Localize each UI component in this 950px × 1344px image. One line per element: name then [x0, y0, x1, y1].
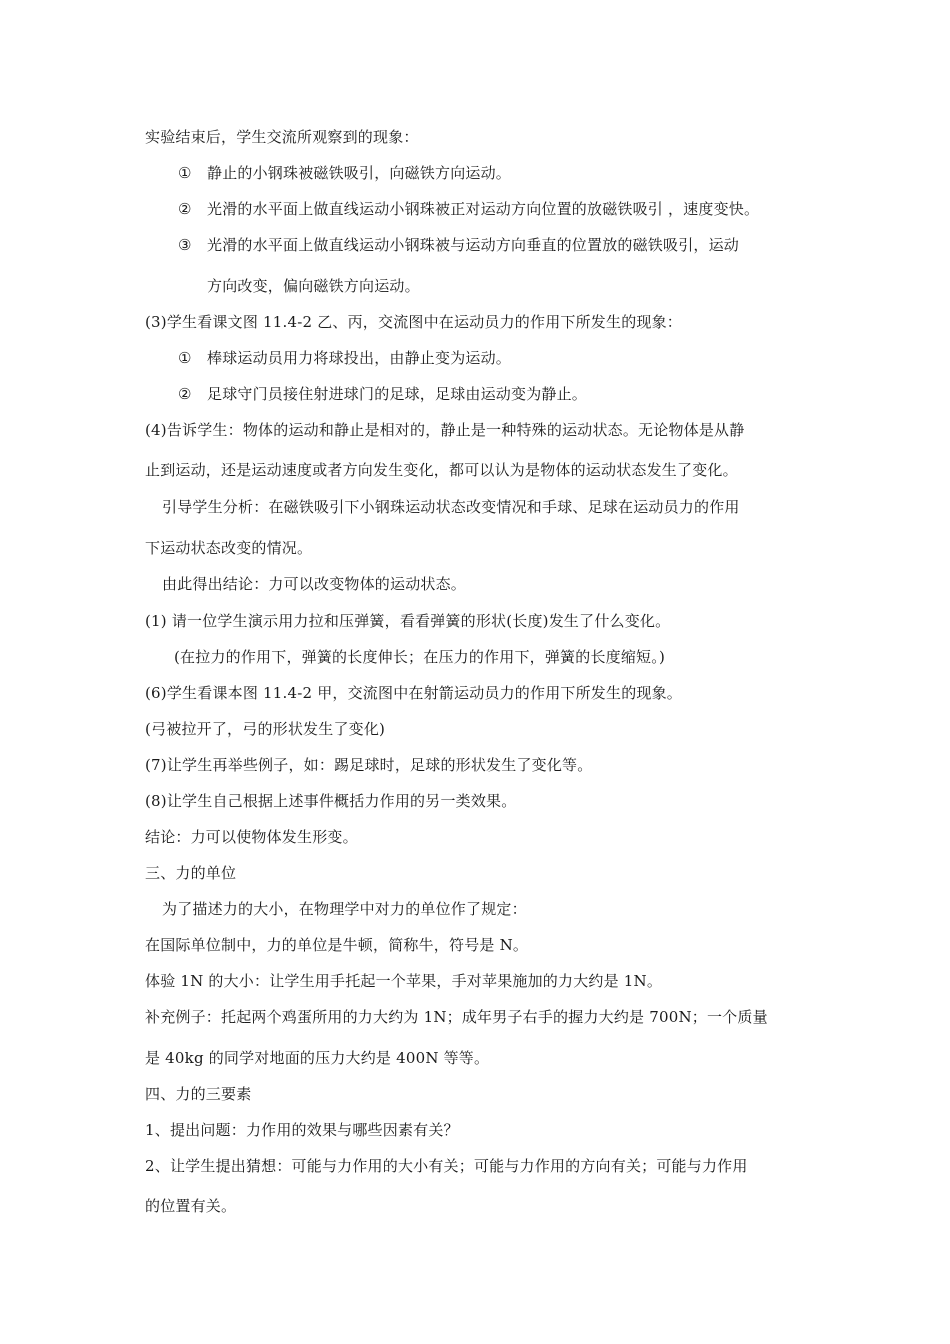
section-heading: 四、力的三要素	[145, 1085, 252, 1103]
section-heading: 三、力的单位	[145, 864, 237, 882]
list-number: ②	[178, 385, 192, 403]
list-item-text: 静止的小钢珠被磁铁吸引，向磁铁方向运动。	[207, 164, 512, 182]
text-line: 引导学生分析：在磁铁吸引下小钢珠运动状态改变情况和手球、足球在运动员力的作用	[162, 498, 740, 516]
text-line: 1、提出问题：力作用的效果与哪些因素有关？	[145, 1121, 459, 1139]
text-line: 补充例子：托起两个鸡蛋所用的力大约为 1N；成年男子右手的握力大约是 700N；一个质量	[145, 1008, 768, 1026]
text-line: (1) 请一位学生演示用力拉和压弹簧，看看弹簧的形状(长度)发生了什么变化。	[145, 612, 671, 630]
text-line: (8)让学生自己根据上述事件概括力作用的另一类效果。	[145, 792, 517, 810]
text-line: (4)告诉学生：物体的运动和静止是相对的，静止是一种特殊的运动状态。无论物体是从静	[145, 421, 745, 439]
text-line: 由此得出结论：力可以改变物体的运动状态。	[162, 575, 467, 593]
list-item-text: 光滑的水平面上做直线运动小钢珠被与运动方向垂直的位置放的磁铁吸引，运动	[207, 236, 740, 254]
list-item-text: 足球守门员接住射进球门的足球，足球由运动变为静止。	[207, 385, 588, 403]
text-line: 止到运动，还是运动速度或者方向发生变化，都可以认为是物体的运动状态发生了变化。	[145, 461, 738, 479]
text-line: 为了描述力的大小，在物理学中对力的单位作了规定：	[162, 900, 527, 918]
text-line: (3)学生看课文图 11.4-2 乙、丙，交流图中在运动员力的作用下所发生的现象：	[145, 313, 682, 331]
list-number: ①	[178, 164, 192, 182]
text-line: 2、让学生提出猜想：可能与力作用的大小有关；可能与力作用的方向有关；可能与力作用	[145, 1157, 748, 1175]
text-line: 下运动状态改变的情况。	[145, 539, 313, 557]
text-line: 体验 1N 的大小：让学生用手托起一个苹果，手对苹果施加的力大约是 1N。	[145, 972, 663, 990]
text-line: (6)学生看课本图 11.4-2 甲，交流图中在射箭运动员力的作用下所发生的现象。	[145, 684, 682, 702]
list-item-continuation: 方向改变，偏向磁铁方向运动。	[207, 277, 420, 295]
list-number: ②	[178, 200, 192, 218]
text-line: 结论：力可以使物体发生形变。	[145, 828, 358, 846]
text-line: (在拉力的作用下，弹簧的长度伸长；在压力的作用下，弹簧的长度缩短。)	[174, 648, 666, 666]
text-line: (弓被拉开了，弓的形状发生了变化)	[145, 720, 386, 738]
list-item-text: 光滑的水平面上做直线运动小钢珠被正对运动方向位置的放磁铁吸引 ，速度变快。	[207, 200, 760, 218]
text-line: (7)让学生再举些例子，如：踢足球时，足球的形状发生了变化等。	[145, 756, 593, 774]
list-item-text: 棒球运动员用力将球投出，由静止变为运动。	[207, 349, 512, 367]
text-line: 实验结束后，学生交流所观察到的现象：	[145, 128, 419, 146]
list-number: ③	[178, 236, 192, 254]
text-line: 是 40kg 的同学对地面的压力大约是 400N 等等。	[145, 1049, 490, 1067]
text-line: 在国际单位制中，力的单位是牛顿，简称牛，符号是 N。	[145, 936, 529, 954]
text-line: 的位置有关。	[145, 1197, 237, 1215]
list-number: ①	[178, 349, 192, 367]
